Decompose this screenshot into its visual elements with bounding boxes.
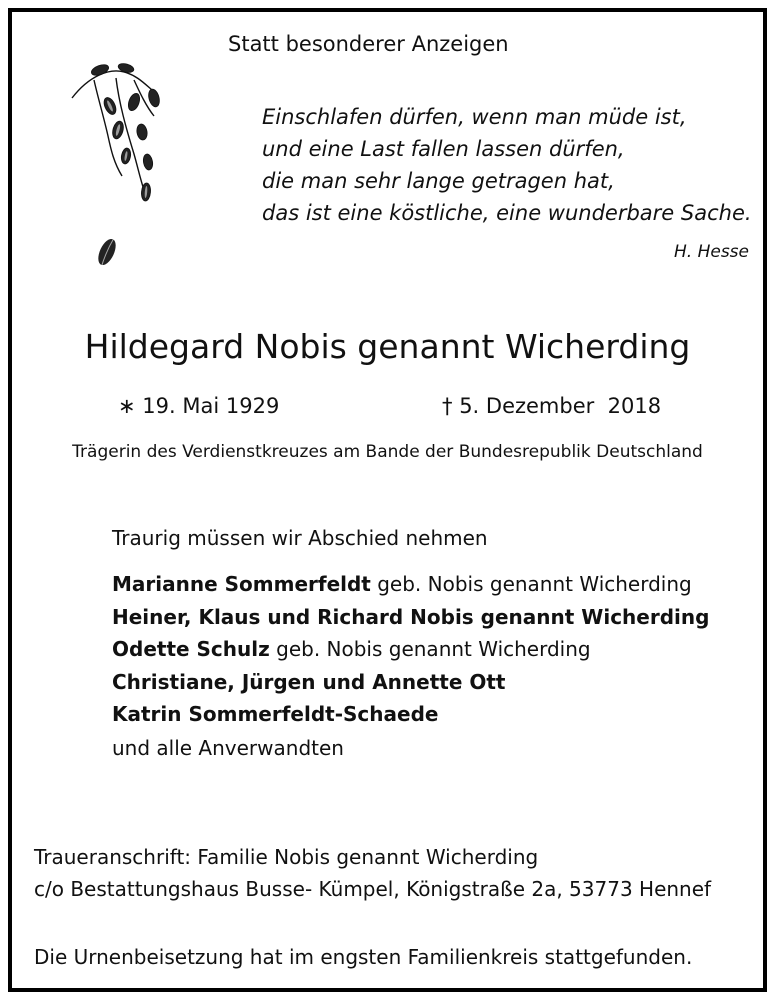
notice-header: Statt besonderer Anzeigen xyxy=(228,32,509,56)
quote-line: das ist eine köstliche, eine wunderbare Sache. xyxy=(262,201,752,225)
birth-star-icon: ∗ xyxy=(118,394,136,418)
mourning-address xyxy=(34,841,711,905)
mourners-list xyxy=(112,568,709,731)
mourner-name: Marianne Sommerfeldt xyxy=(112,572,371,596)
mourner-row xyxy=(112,633,709,666)
mourning-intro: Traurig müssen wir Abschied nehmen xyxy=(112,526,488,550)
birth-date xyxy=(118,394,279,418)
mourner-row xyxy=(112,666,709,699)
birch-branch-icon xyxy=(64,58,174,208)
mourning-outro: und alle Anverwandten xyxy=(112,736,344,760)
quote-line: Einschlafen dürfen, wenn man müde ist, xyxy=(262,105,687,129)
falling-leaf-icon xyxy=(94,234,120,274)
death-cross-icon: † xyxy=(442,394,453,418)
death-date xyxy=(442,394,661,418)
poem-quote xyxy=(262,101,752,229)
address-line: Traueranschrift: Familie Nobis genannt Wicherding xyxy=(34,845,539,869)
award-line: Trägerin des Verdienstkreuzes am Bande der Bundesrepublik Deutschland xyxy=(72,442,703,462)
death-date-text: 5. Dezember 2018 xyxy=(459,394,662,418)
address-line: c/o Bestattungshaus Busse- Kümpel, Königstraße 2a, 53773 Hennef xyxy=(34,877,712,901)
mourner-name: Katrin Sommerfeldt-Schaede xyxy=(112,702,439,726)
quote-line: und eine Last fallen lassen dürfen, xyxy=(262,137,625,161)
mourner-name: Odette Schulz xyxy=(112,637,270,661)
mourner-name: Heiner, Klaus und Richard Nobis genannt Wicherding xyxy=(112,604,710,629)
deceased-name: Hildegard Nobis genannt Wicherding xyxy=(84,327,691,366)
mourner-row xyxy=(112,601,709,634)
quote-line: die man sehr lange getragen hat, xyxy=(262,169,615,193)
mourner-note: geb. Nobis genannt Wicherding xyxy=(269,637,591,661)
mourner-row xyxy=(112,568,709,601)
mourner-note: geb. Nobis genannt Wicherding xyxy=(370,572,692,596)
obituary-notice xyxy=(8,8,767,992)
quote-author: H. Hesse xyxy=(673,242,749,262)
birth-date-text: 19. Mai 1929 xyxy=(142,394,280,418)
closing-note: Die Urnenbeisetzung hat im engsten Familienkreis stattgefunden. xyxy=(34,945,693,969)
mourner-row xyxy=(112,698,709,731)
mourner-name: Christiane, Jürgen und Annette Ott xyxy=(112,669,506,694)
